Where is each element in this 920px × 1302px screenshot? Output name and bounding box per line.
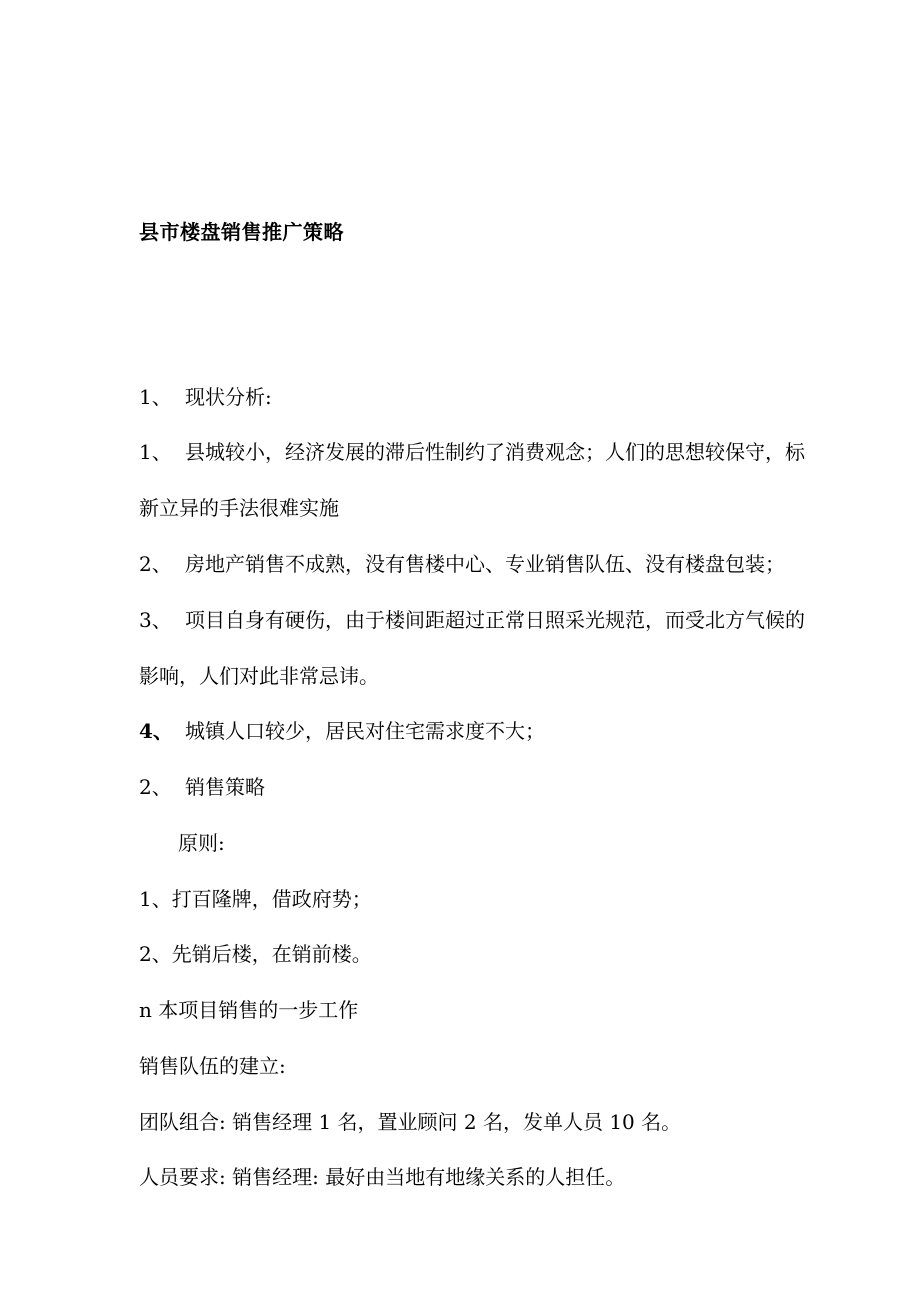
- line-text: n 本项目销售的一步工作: [139, 998, 359, 1022]
- line-text: 销售队伍的建立:: [139, 1054, 286, 1078]
- document-title: 县市楼盘销售推广策略: [139, 220, 344, 244]
- line-text: 1、打百隆牌，借政府势；: [139, 887, 372, 911]
- list-item: [139, 438, 805, 466]
- section-heading: [139, 773, 265, 801]
- section-heading: [139, 383, 272, 411]
- list-item-continuation: [139, 494, 339, 522]
- list-item: [139, 717, 545, 745]
- list-number: 3、: [139, 608, 172, 632]
- sub-heading: [178, 829, 225, 857]
- line-text: 原则:: [178, 831, 225, 855]
- list-item: [139, 940, 372, 968]
- list-number: 2、: [139, 552, 172, 576]
- line-text: 销售策略: [185, 775, 265, 799]
- list-item: [139, 606, 805, 634]
- list-number: 4、: [139, 719, 173, 743]
- line-text: 2、先销后楼，在销前楼。: [139, 942, 372, 966]
- line-text: 房地产销售不成熟，没有售楼中心、专业销售队伍、没有楼盘包装；: [185, 552, 785, 576]
- bullet-item: [139, 996, 358, 1024]
- line-text: 现状分析:: [185, 385, 272, 409]
- paragraph: [139, 1052, 286, 1080]
- list-number: 1、: [139, 385, 172, 409]
- list-item: [139, 550, 785, 578]
- paragraph: [139, 1163, 625, 1191]
- line-text: 县城较小，经济发展的滞后性制约了消费观念；人们的思想较保守，标: [185, 440, 805, 464]
- line-text: 人员要求: 销售经理: 最好由当地有地缘关系的人担任。: [139, 1165, 626, 1189]
- line-text: 项目自身有硬伤，由于楼间距超过正常日照采光规范，而受北方气候的: [185, 608, 805, 632]
- line-text: 影响，人们对此非常忌讳。: [139, 664, 379, 688]
- list-item: [139, 885, 372, 913]
- list-item-continuation: [139, 662, 379, 690]
- line-text: 团队组合: 销售经理 1 名，置业顾问 2 名，发单人员 10 名。: [139, 1110, 682, 1134]
- list-number: 1、: [139, 440, 172, 464]
- line-text: 新立异的手法很难实施: [139, 496, 339, 520]
- list-number: 2、: [139, 775, 172, 799]
- paragraph: [139, 1108, 681, 1136]
- line-text: 城镇人口较少，居民对住宅需求度不大；: [185, 719, 545, 743]
